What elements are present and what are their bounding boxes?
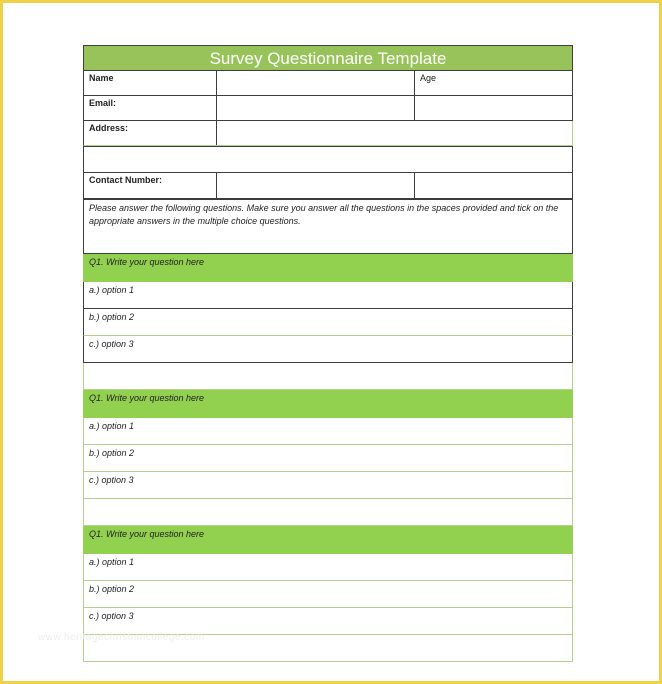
question-header: [83, 254, 573, 282]
option-row[interactable]: [83, 472, 573, 499]
question-label: Q1. Write your question here: [89, 393, 205, 403]
option-row[interactable]: [83, 554, 573, 581]
option-row[interactable]: [83, 445, 573, 472]
name-field[interactable]: [217, 71, 414, 95]
email-row: [83, 96, 573, 121]
contact-row: [83, 173, 573, 199]
option-row[interactable]: [83, 581, 573, 608]
option-row[interactable]: [83, 336, 573, 363]
option-row[interactable]: [83, 282, 573, 309]
name-label: Name: [89, 73, 114, 83]
instructions-box: [83, 199, 573, 254]
email-label: Email:: [89, 98, 117, 108]
instructions-text: Please answer the following questions. Make sure you answer all the questions in the spaces provided and tick on the appropriate answers in the multiple choice questions.: [89, 203, 559, 226]
option-label: b.) option 2: [89, 584, 135, 594]
option-label: a.) option 1: [89, 421, 135, 431]
form-title: Survey Questionnaire Template: [83, 45, 573, 71]
option-label: a.) option 1: [89, 557, 135, 567]
name-row: [83, 71, 573, 96]
answer-space[interactable]: [83, 363, 573, 390]
option-label: c.) option 3: [89, 339, 134, 349]
option-label: c.) option 3: [89, 611, 134, 621]
age-label: Age: [420, 73, 437, 83]
address-line-2[interactable]: [83, 146, 573, 173]
address-row: [83, 121, 573, 146]
option-row[interactable]: [83, 418, 573, 445]
option-row[interactable]: [83, 309, 573, 336]
address-label: Address:: [89, 123, 129, 133]
answer-space[interactable]: [83, 499, 573, 526]
option-label: a.) option 1: [89, 285, 135, 295]
option-label: c.) option 3: [89, 475, 134, 485]
option-row[interactable]: [83, 608, 573, 635]
survey-form: [83, 45, 573, 662]
watermark-text: www.heritagechristiancollege.com: [38, 632, 205, 643]
email-field[interactable]: [217, 96, 414, 120]
contact-label: Contact Number:: [89, 175, 163, 185]
contact-field[interactable]: [217, 173, 414, 198]
address-field[interactable]: [217, 121, 572, 145]
question-label: Q1. Write your question here: [89, 529, 205, 539]
question-header: [83, 390, 573, 418]
question-header: [83, 526, 573, 554]
option-label: b.) option 2: [89, 448, 135, 458]
option-label: b.) option 2: [89, 312, 135, 322]
question-label: Q1. Write your question here: [89, 257, 205, 267]
